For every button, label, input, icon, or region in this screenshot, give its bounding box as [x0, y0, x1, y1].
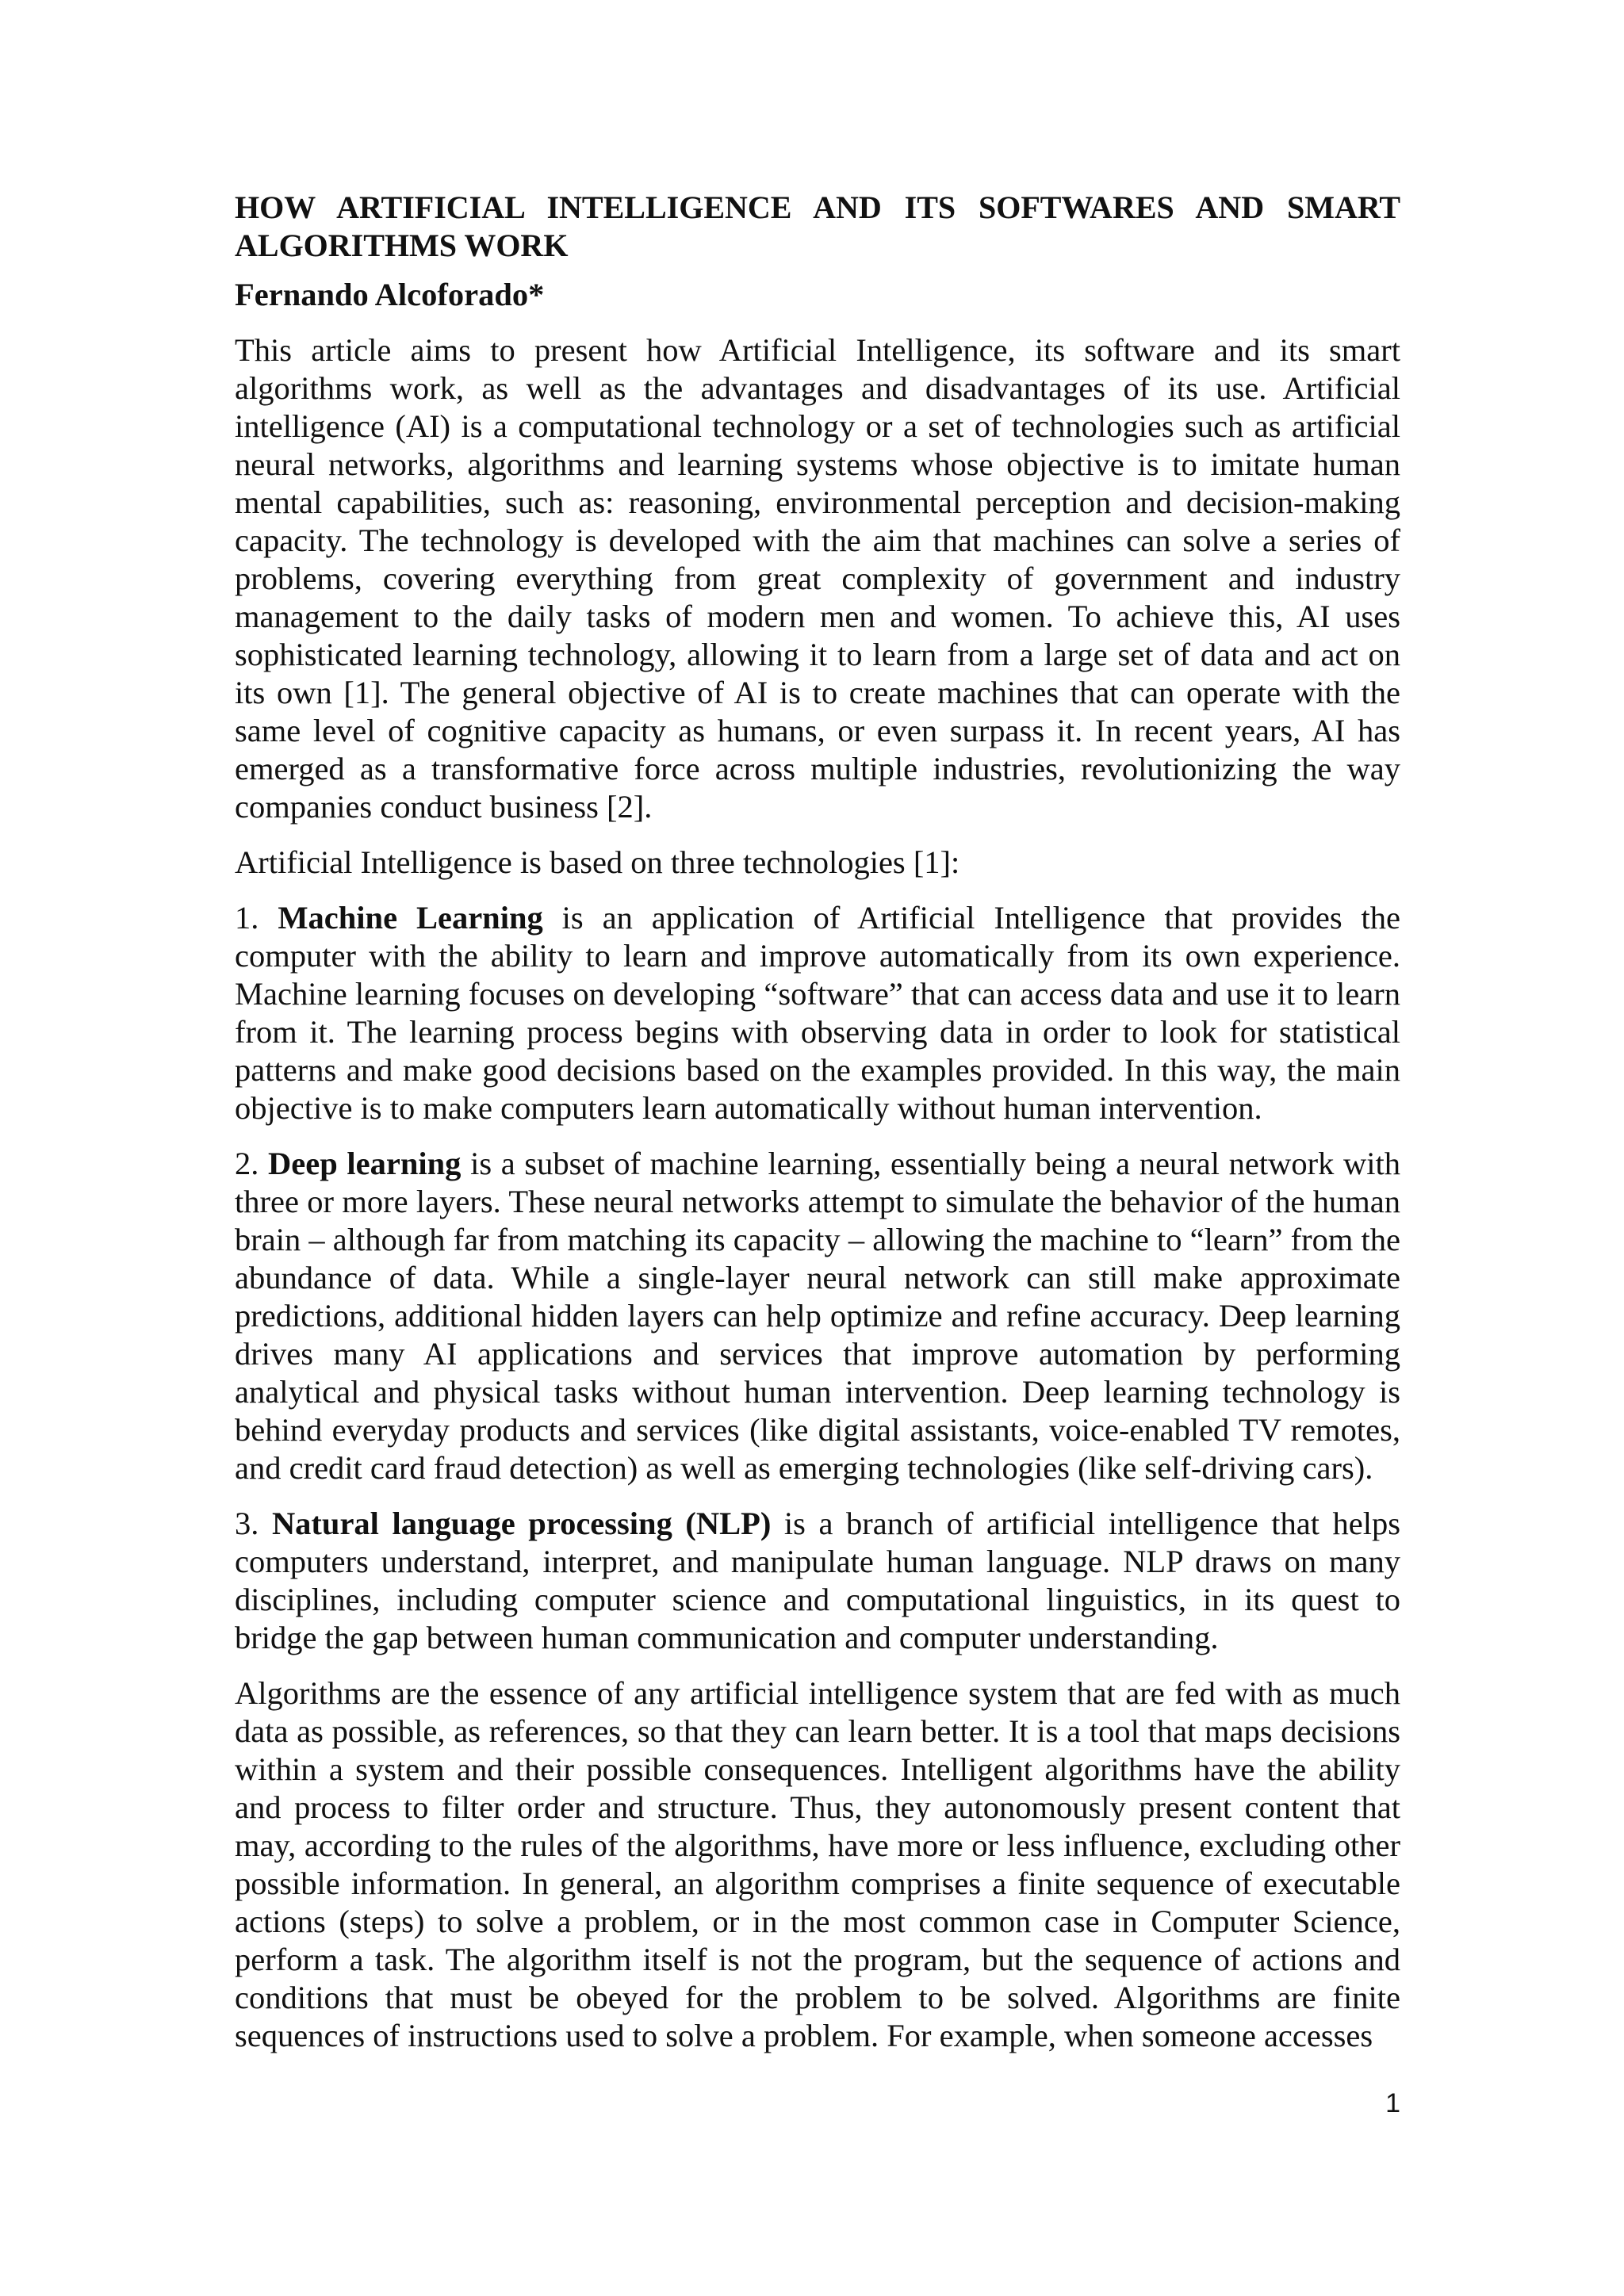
list-item-text: is a branch of artificial intelligence that helps computers understand, interpret, and manipulate human language. NLP draws on many disciplines, including computer science and computational linguistics, in its quest to bridge the gap between human communication and computer understanding.	[235, 1506, 1400, 1655]
document-page	[235, 189, 1400, 2072]
document-title: HOW ARTIFICIAL INTELLIGENCE AND ITS SOFTWARES AND SMART ALGORITHMS WORK	[235, 189, 1400, 263]
list-item-text: is an application of Artificial Intelligence that provides the computer with the ability to learn and improve automatically from its own experience. Machine learning focuses on developing “software” that can access data and use it to learn from it. The learning process begins with observing data in order to look for statistical patterns and make good decisions based on the examples provided. In this way, the main objective is to make computers learn automatically without human intervention.	[235, 900, 1401, 1126]
list-item-term: Natural language processing (NLP)	[271, 1506, 772, 1541]
intro-paragraph: This article aims to present how Artificial Intelligence, its software and its smart algorithms work, as well as the advantages and disadvantages of its use. Artificial intelligence (AI) is a computational technology or a set of technologies such as artificial neural networks, algorithms and learning systems whose objective is to imitate human mental capabilities, such as: reasoning, environmental perception and decision-making capacity. The technology is developed with the aim that machines can solve a series of problems, covering everything from great complexity of government and industry management to the daily tasks of modern men and women. To achieve this, AI uses sophisticated learning technology, allowing it to learn from a large set of data and act on its own [1]. The general objective of AI is to create machines that can operate with the same level of cognitive capacity as humans, or even surpass it. In recent years, AI has emerged as a transformative force across multiple industries, revolutionizing the way companies conduct business [2].	[235, 332, 1400, 825]
lead-paragraph: Artificial Intelligence is based on three technologies [1]:	[235, 844, 960, 880]
list-item-number: 1.	[235, 900, 278, 936]
list-item-term: Deep learning	[268, 1146, 462, 1181]
list-item-number: 3.	[235, 1506, 272, 1541]
closing-paragraph: Algorithms are the essence of any artificial intelligence system that are fed with as much data as possible, as references, so that they can learn better. It is a tool that maps decisions within a system and their possible consequences. Intelligent algorithms have the ability and process to filter order and structure. Thus, they autonomously present content that may, according to the rules of the algorithms, have more or less influence, excluding other possible information. In general, an algorithm comprises a finite sequence of executable actions (steps) to solve a problem, or in the most common case in Computer Science, perform a task. The algorithm itself is not the program, but the sequence of actions and conditions that must be obeyed for the problem to be solved. Algorithms are finite sequences of instructions used to solve a problem. For example, when someone accesses	[235, 1675, 1400, 2053]
list-item	[235, 1145, 1400, 1487]
list-item-term: Machine Learning	[278, 900, 543, 936]
page-number: 1	[1385, 2088, 1400, 2118]
list-item-text: is a subset of machine learning, essentially being a neural network with three or more layers. These neural networks attempt to simulate the behavior of the human brain – although far from matching its capacity – allowing the machine to “learn” from the abundance of data. While a single-layer neural network can still make approximate predictions, additional hidden layers can help optimize and refine accuracy. Deep learning drives many AI applications and services that improve automation by performing analytical and physical tasks without human intervention. Deep learning technology is behind everyday products and services (like digital assistants, voice-enabled TV remotes, and credit card fraud detection) as well as emerging technologies (like self-driving cars).	[235, 1146, 1401, 1486]
list-item	[235, 899, 1400, 1127]
author-name: Fernando Alcoforado*	[235, 277, 545, 312]
list-item-number: 2.	[235, 1146, 269, 1181]
list-item	[235, 1505, 1400, 1657]
